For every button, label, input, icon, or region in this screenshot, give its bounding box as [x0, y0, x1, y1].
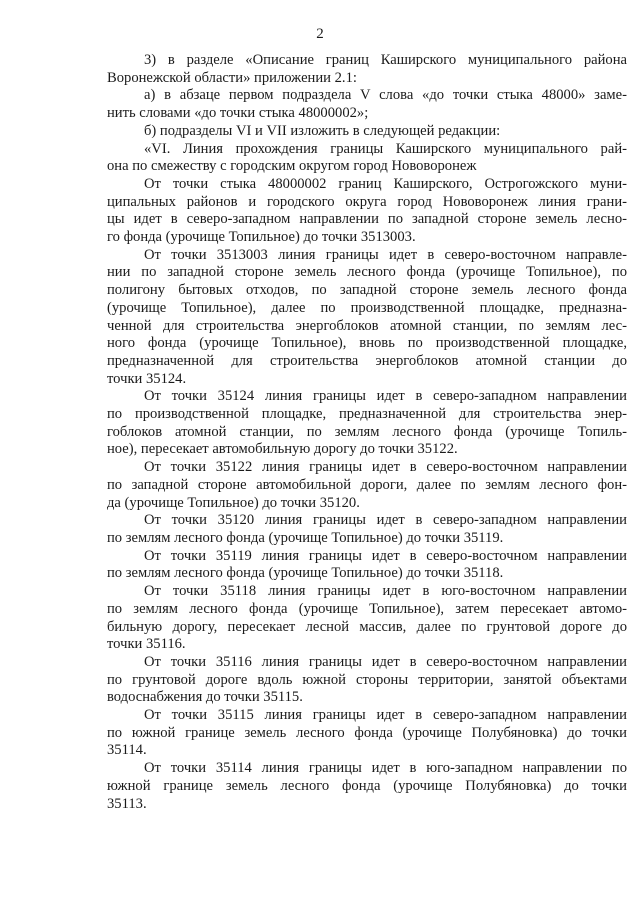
text-line: От точки 35115 линия границы идет в северо-западном направлении	[144, 707, 627, 724]
text-line: (урочище Топильное), далее по производственной площадке, предназна-	[107, 299, 627, 316]
text-line: б) подразделы VI и VII изложить в следующей редакции:	[144, 122, 501, 139]
paragraph	[107, 141, 627, 176]
paragraph	[107, 123, 627, 141]
text-line: бильную дорогу, пересекает лесной массив, далее по грунтовой дороге до	[107, 618, 627, 635]
text-line: южной границе земель лесного фонда (урочище Полубяновка) до точки	[107, 777, 627, 794]
text-line: ного фонда (урочище Топильное), вновь по производственной площадке,	[107, 335, 627, 352]
text-line: водоснабжения до точки 35115.	[107, 689, 303, 706]
text-line: 35113.	[107, 795, 147, 812]
text-line: 3) в разделе «Описание границ Каширского муниципального района	[144, 52, 627, 68]
text-line: цы идет в северо-западном направлении по западной стороне земель лесно-	[107, 211, 627, 228]
paragraph	[107, 654, 627, 707]
text-line: она по смежеству с городским округом город Нововоронеж	[107, 158, 477, 175]
text-line: От точки 35116 линия границы идет в северо-восточном направлении	[144, 653, 627, 670]
text-line: предназначенной для строительства энергоблоков атомной станции до	[107, 352, 627, 369]
paragraph	[107, 87, 627, 122]
text-line: От точки стыка 48000002 границ Каширского, Острогожского муни-	[144, 175, 627, 192]
text-line: точки 35124.	[107, 370, 187, 387]
paragraph	[107, 707, 627, 760]
text-line: Воронежской области» приложении 2.1:	[107, 69, 357, 86]
text-line: От точки 35118 линия границы идет в юго-восточном направлении	[144, 583, 627, 600]
text-line: точки 35116.	[107, 636, 186, 653]
text-line: по грунтовой дороге вдоль южной стороны территории, занятой объектами	[107, 671, 627, 688]
text-line: по производственной площадке, предназначенной для строительства энер-	[107, 406, 627, 423]
paragraph	[107, 548, 627, 583]
text-line: полигону бытовых отходов, по западной стороне земель лесного фонда	[107, 282, 627, 299]
text-line: От точки 35114 линия границы идет в юго-западном направлении по	[144, 760, 627, 777]
text-line: нить словами «до точки стыка 48000002»;	[107, 105, 369, 122]
text-line: по западной стороне автомобильной дороги, далее по землям лесного фон-	[107, 476, 627, 493]
paragraph	[107, 176, 627, 247]
text-line: От точки 35124 линия границы идет в северо-западном направлении	[144, 388, 627, 405]
text-line: нии по западной стороне земель лесного фонда (урочище Топильное), по	[107, 264, 627, 281]
text-line: по землям лесного фонда (урочище Топильное) до точки 35118.	[107, 565, 504, 582]
text-line: по землям лесного фонда (урочище Топильное) до точки 35119.	[107, 529, 504, 546]
paragraph	[107, 583, 627, 654]
text-line: да (урочище Топильное) до точки 35120.	[107, 494, 360, 511]
text-line: ное), пересекает автомобильную дорогу до точки 35122.	[107, 441, 458, 458]
text-line: а) в абзаце первом подраздела V слова «до точки стыка 48000» заме-	[144, 87, 627, 104]
paragraph	[107, 459, 627, 512]
text-line: по землям лесного фонда (урочище Топильное), затем пересекает автомо-	[107, 600, 627, 617]
page-number: 2	[316, 26, 324, 42]
text-line: От точки 35120 линия границы идет в северо-западном направлении	[144, 512, 627, 529]
paragraph	[107, 512, 627, 547]
text-line: гоблоков атомной станции, по землям лесного фонда (урочище Топиль-	[107, 423, 627, 440]
paragraph	[107, 760, 627, 813]
text-line: От точки 35119 линия границы идет в северо-восточном направлении	[144, 547, 627, 564]
text-line: «VI. Линия прохождения границы Каширского муниципального рай-	[144, 140, 627, 157]
text-line: ченной для строительства энергоблоков атомной станции, по землям лес-	[107, 317, 627, 334]
text-line: 35114.	[107, 742, 147, 759]
text-line: От точки 3513003 линия границы идет в северо-восточном направле-	[144, 246, 627, 263]
text-line: ципальных районов и городского округа город Нововоронеж линия грани-	[107, 193, 627, 210]
text-line: От точки 35122 линия границы идет в северо-восточном направлении	[144, 459, 627, 476]
text-line: го фонда (урочище Топильное) до точки 3513003.	[107, 229, 416, 246]
paragraph	[107, 388, 627, 459]
paragraph	[107, 247, 627, 389]
document-body	[107, 52, 627, 813]
text-line: по южной границе земель лесного фонда (урочище Полубяновка) до точки	[107, 724, 627, 741]
paragraph	[107, 52, 627, 87]
